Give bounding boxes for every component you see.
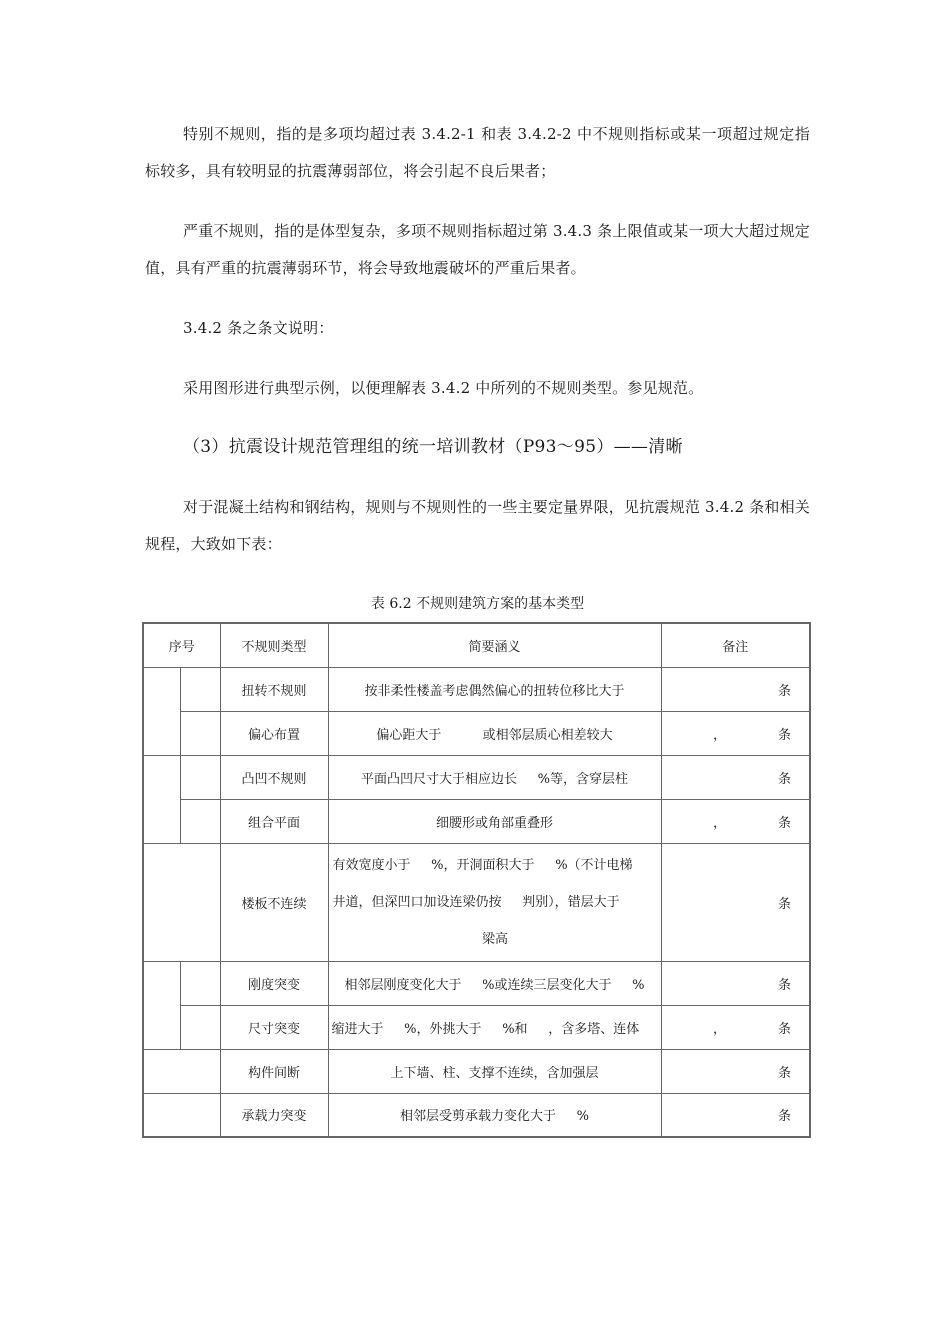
note-cell: 条 (661, 755, 810, 799)
paragraph-quantitative-limits: 对于混凝土结构和钢结构，规则与不规则性的一些主要定量界限，见抗震规范 3.4.2 条和相关规程，大致如下表： (145, 498, 810, 553)
seq-cell (143, 1093, 220, 1137)
header-type: 不规则类型 (220, 623, 328, 667)
seq-cell (180, 1005, 220, 1049)
desc-cell: 相邻层受剪承载力变化大于 % (328, 1093, 661, 1137)
note-cell: 条 (661, 1093, 810, 1137)
paragraph-severe-irregular: 严重不规则，指的是体型复杂，多项不规则指标超过第 3.4.3 条上限值或某一项大大超过规定值，具有严重的抗震薄弱环节，将会导致地震破坏的严重后果者。 (145, 222, 810, 277)
section-heading: （3）抗震设计规范管理组的统一培训教材（P93～95）——清晰 (183, 437, 683, 457)
desc-cell: 上下墙、柱、支撑不连续，含加强层 (328, 1049, 661, 1093)
table-row (143, 1049, 810, 1093)
table-row (143, 1093, 810, 1137)
seq-cell (180, 961, 220, 1005)
type-cell: 承载力突变 (220, 1093, 328, 1137)
note-cell: 条 (661, 961, 810, 1005)
table-row (143, 1005, 810, 1049)
paragraph-figure-examples: 采用图形进行典型示例，以便理解表 3.4.2 中所列的不规则类型。参见规范。 (183, 379, 704, 397)
table-row (143, 961, 810, 1005)
header-desc: 简要涵义 (328, 623, 661, 667)
seq-cell (143, 843, 220, 961)
type-cell: 尺寸突变 (220, 1005, 328, 1049)
seq-cell (180, 711, 220, 755)
type-cell: 凸凹不规则 (220, 755, 328, 799)
type-cell: 构件间断 (220, 1049, 328, 1093)
paragraph-clause-explanation: 3.4.2 条之条文说明： (183, 319, 334, 337)
seq-cell (143, 1049, 220, 1093)
type-cell: 扭转不规则 (220, 667, 328, 711)
table-caption: 表 6.2 不规则建筑方案的基本类型 (370, 596, 585, 612)
seq-group-cell (143, 755, 180, 843)
note-cell: ， 条 (661, 1005, 810, 1049)
note-cell: 条 (661, 843, 810, 961)
seq-group-cell (143, 667, 180, 755)
type-cell: 楼板不连续 (220, 843, 328, 961)
desc-line: 井道，但深凹口加设连梁仍按 判别），错层大于 (332, 894, 620, 910)
desc-cell: 按非柔性楼盖考虑偶然偏心的扭转位移比大于 (328, 667, 661, 711)
note-cell: 条 (661, 667, 810, 711)
desc-cell: 偏心距大于 或相邻层质心相差较大 (328, 711, 661, 755)
desc-line: 有效宽度小于 %，开洞面积大于 %（不计电梯 (332, 857, 633, 873)
seq-cell (180, 799, 220, 843)
header-note: 备注 (661, 623, 810, 667)
note-cell: ， 条 (661, 711, 810, 755)
irregularity-table (142, 622, 811, 1138)
header-seq: 序号 (143, 623, 220, 667)
type-cell: 刚度突变 (220, 961, 328, 1005)
table-row (143, 799, 810, 843)
paragraph-special-irregular: 特别不规则，指的是多项均超过表 3.4.2-1 和表 3.4.2-2 中不规则指标或某一项超过规定指标较多，具有较明显的抗震薄弱部位，将会引起不良后果者； (145, 125, 810, 180)
seq-cell (180, 667, 220, 711)
table-row (143, 843, 810, 961)
table-header-row (143, 623, 810, 667)
desc-cell: 细腰形或角部重叠形 (328, 799, 661, 843)
note-cell: ， 条 (661, 799, 810, 843)
type-cell: 偏心布置 (220, 711, 328, 755)
table-row (143, 755, 810, 799)
seq-cell (180, 755, 220, 799)
desc-cell (328, 843, 661, 961)
table-row (143, 667, 810, 711)
type-cell: 组合平面 (220, 799, 328, 843)
seq-group-cell (143, 961, 180, 1049)
table-row (143, 711, 810, 755)
desc-cell: 相邻层刚度变化大于 %或连续三层变化大于 % (328, 961, 661, 1005)
desc-cell: 缩进大于 %，外挑大于 %和 ，含多塔、连体 (328, 1005, 661, 1049)
desc-cell: 平面凸凹尺寸大于相应边长 %等，含穿层柱 (328, 755, 661, 799)
desc-line: 梁高 (482, 931, 509, 947)
note-cell: 条 (661, 1049, 810, 1093)
